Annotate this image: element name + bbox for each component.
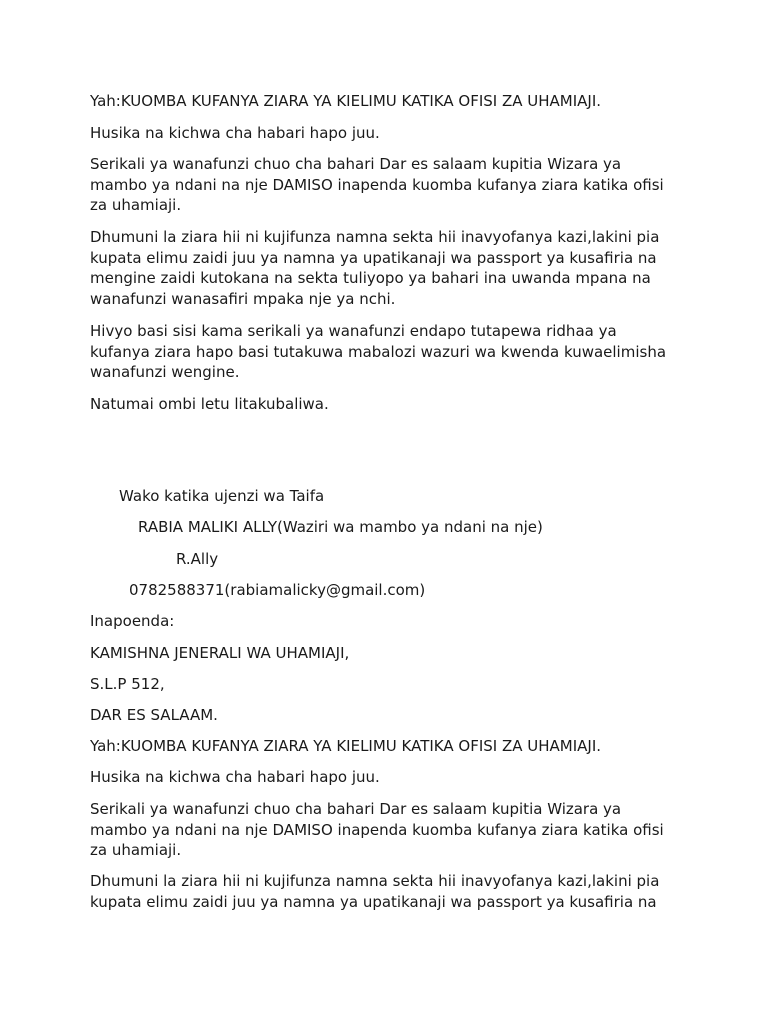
subject-line-repeat: Yah:KUOMBA KUFANYA ZIARA YA KIELIMU KATIKA OFISI ZA UHAMIAJI. <box>90 737 602 755</box>
paragraph-1-repeat-line: Serikali ya wanafunzi chuo cha bahari Dar es salaam kupitia Wizara ya <box>90 800 622 818</box>
paragraph-1 <box>90 154 680 216</box>
paragraph-1-repeat-line: za uhamiaji. <box>90 841 182 860</box>
paragraph-3-line: wanafunzi wengine. <box>90 363 240 382</box>
paragraph-2-repeat-line: kupata elimu zaidi juu ya namna ya upatikanaji wa passport ya kusafiria na <box>90 892 657 911</box>
paragraph-1-line: Serikali ya wanafunzi chuo cha bahari Dar es salaam kupitia Wizara ya <box>90 155 622 173</box>
paragraph-1-repeat-line: mambo ya ndani na nje DAMISO inapenda kuomba kufanya ziara katika ofisi <box>90 820 664 839</box>
signoff: Wako katika ujenzi wa Taifa <box>119 487 325 505</box>
paragraph-1-line: za uhamiaji. <box>90 196 182 215</box>
subject-line: Yah:KUOMBA KUFANYA ZIARA YA KIELIMU KATIKA OFISI ZA UHAMIAJI. <box>90 92 602 110</box>
recipient-city: DAR ES SALAAM. <box>90 706 218 724</box>
paragraph-2-line: Dhumuni la ziara hii ni kujifunza namna sekta hii inavyofanya kazi,lakini pia <box>90 228 660 246</box>
paragraph-2 <box>90 227 680 310</box>
intro-line-repeat: Husika na kichwa cha habari hapo juu. <box>90 768 380 786</box>
paragraph-2-line: wanafunzi wanasafiri mpaka nje ya nchi. <box>90 290 396 309</box>
paragraph-2-repeat <box>90 871 680 912</box>
paragraph-1-repeat <box>90 799 680 861</box>
recipient-title: KAMISHNA JENERALI WA UHAMIAJI, <box>90 644 350 662</box>
sender-contact: 0782588371(rabiamalicky@gmail.com) <box>129 581 426 599</box>
paragraph-2-repeat-line: Dhumuni la ziara hii ni kujifunza namna sekta hii inavyofanya kazi,lakini pia <box>90 872 660 890</box>
paragraph-3 <box>90 321 680 383</box>
recipient-box: S.L.P 512, <box>90 675 165 693</box>
intro-line: Husika na kichwa cha habari hapo juu. <box>90 124 380 142</box>
recipient-label: Inapoenda: <box>90 612 175 630</box>
signature: R.Ally <box>176 550 219 568</box>
paragraph-2-line: kupata elimu zaidi juu ya namna ya upatikanaji wa passport ya kusafiria na <box>90 248 657 267</box>
paragraph-3-line: kufanya ziara hapo basi tutakuwa mabalozi wazuri wa kwenda kuwaelimisha <box>90 342 667 361</box>
paragraph-3-line: Hivyo basi sisi kama serikali ya wanafunzi endapo tutapewa ridhaa ya <box>90 322 617 340</box>
paragraph-2-line: mengine zaidi kutokana na sekta tuliyopo ya bahari ina uwanda mpana na <box>90 269 651 288</box>
closing-hope: Natumai ombi letu litakubaliwa. <box>90 395 329 413</box>
sender-name: RABIA MALIKI ALLY(Waziri wa mambo ya ndani na nje) <box>138 518 543 536</box>
paragraph-1-line: mambo ya ndani na nje DAMISO inapenda kuomba kufanya ziara katika ofisi <box>90 175 664 194</box>
